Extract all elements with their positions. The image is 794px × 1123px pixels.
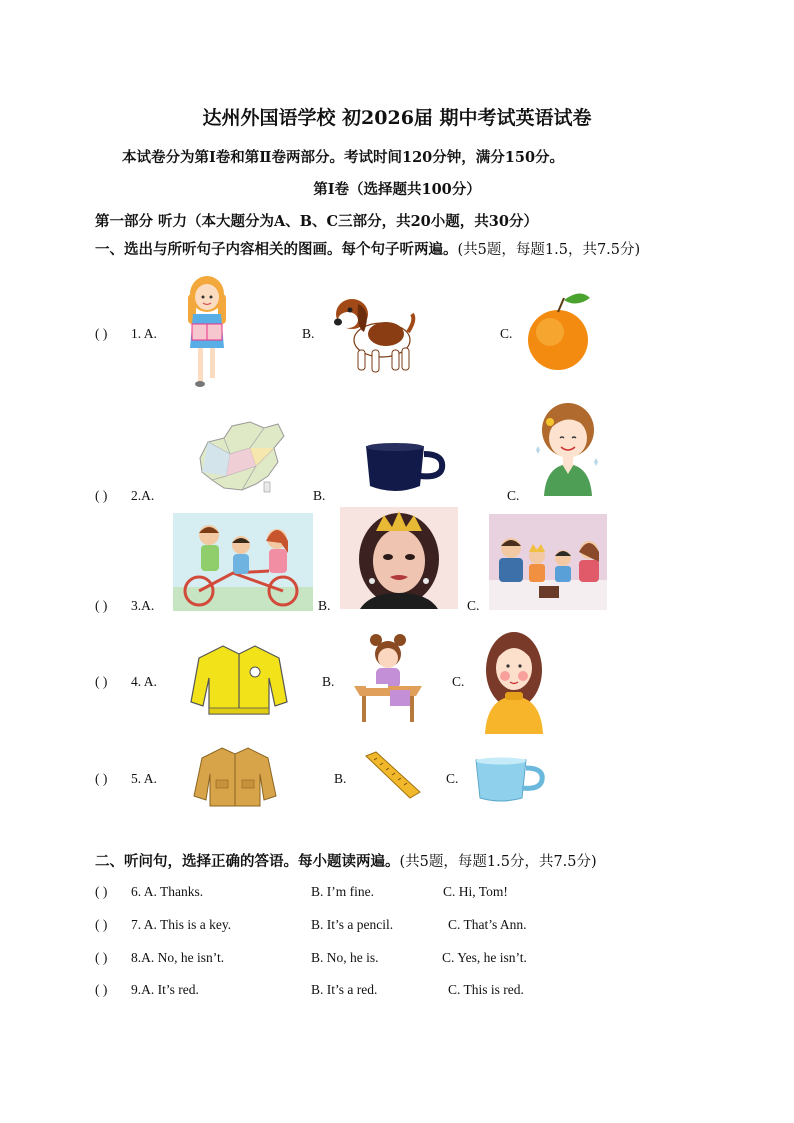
q4-paren: ( ) — [95, 674, 108, 689]
q6-option-c: C. Hi, Tom! — [443, 884, 508, 899]
q4-option-a-label: 4. A. — [131, 674, 157, 689]
q5-option-b-label: B. — [334, 771, 347, 786]
brown-coat-picture — [192, 744, 278, 808]
q3-option-a-label: 3.A. — [131, 598, 155, 613]
q9-option-b: B. It’s a red. — [311, 982, 378, 997]
q3-option-c-label: C. — [467, 598, 480, 613]
q7-paren: ( ) — [95, 917, 108, 932]
blue-mug-picture — [472, 756, 548, 804]
q7-option-b: B. It’s a pencil. — [311, 917, 394, 932]
section2-title: 二、听问句，选择正确的答语。每小题读两遍。 — [95, 853, 400, 870]
q1-option-a-label: 1. A. — [131, 326, 157, 341]
q3-paren: ( ) — [95, 598, 108, 613]
q6-paren: ( ) — [95, 884, 108, 899]
q2-option-c-label: C. — [507, 488, 520, 503]
q2-option-a-label: 2.A. — [131, 488, 155, 503]
q6-option-a: 6. A. Thanks. — [131, 884, 204, 899]
queen-picture — [340, 507, 458, 609]
q9-paren: ( ) — [95, 982, 108, 997]
q8-option-c: C. Yes, he isn’t. — [442, 950, 527, 965]
cup-picture — [362, 440, 448, 496]
q5-option-a-label: 5. A. — [131, 771, 157, 786]
q5-paren: ( ) — [95, 771, 108, 786]
exam-title: 达州外国语学校 初2026届 期中考试英语试卷 — [202, 107, 592, 129]
volume-title: 第Ⅰ卷（选择题共100分） — [313, 181, 481, 198]
girl-reading-picture — [178, 272, 236, 390]
q9-option-c: C. This is red. — [448, 982, 524, 997]
family-dinner-picture — [489, 514, 607, 610]
girl-yellow-sweater-picture — [477, 630, 551, 734]
q3-option-b-label: B. — [318, 598, 331, 613]
section1-note: (共5题，每题1.5，共7.5分) — [457, 242, 641, 258]
q5-option-c-label: C. — [446, 771, 459, 786]
q9-option-a: 9.A. It’s red. — [131, 982, 199, 997]
section1-title: 一、选出与所听句子内容相关的图画。每个句子听两遍。 — [95, 241, 458, 258]
q8-option-a: 8.A. No, he isn’t. — [131, 950, 225, 965]
family-bicycle-picture — [173, 513, 313, 611]
q1-option-b-label: B. — [302, 326, 315, 341]
q4-option-b-label: B. — [322, 674, 335, 689]
q1-paren: ( ) — [95, 326, 108, 341]
exam-intro: 本试卷分为第Ⅰ卷和第Ⅱ卷两部分。考试时间120分钟，满分150分。 — [122, 149, 565, 166]
q8-paren: ( ) — [95, 950, 108, 965]
orange-picture — [524, 290, 592, 374]
q4-option-c-label: C. — [452, 674, 465, 689]
q6-option-b: B. I’m fine. — [311, 884, 374, 899]
yellow-jacket-picture — [189, 642, 289, 718]
section2-note: (共5题，每题1.5分，共7.5分) — [399, 854, 597, 870]
q2-paren: ( ) — [95, 488, 108, 503]
q2-option-b-label: B. — [313, 488, 326, 503]
q8-option-b: B. No, he is. — [311, 950, 379, 965]
girl-studying-picture — [350, 632, 426, 728]
section2-heading — [95, 850, 597, 871]
smiling-girl-picture — [530, 400, 604, 498]
dog-picture — [328, 288, 416, 376]
china-map-picture — [190, 418, 288, 500]
ruler-picture — [358, 750, 424, 806]
part-title: 第一部分 听力（本大题分为A、B、C三部分，共20小题，共30分） — [95, 213, 538, 230]
q1-option-c-label: C. — [500, 326, 513, 341]
q7-option-a: 7. A. This is a key. — [131, 917, 232, 932]
section1-heading — [95, 238, 640, 259]
q7-option-c: C. That’s Ann. — [448, 917, 527, 932]
